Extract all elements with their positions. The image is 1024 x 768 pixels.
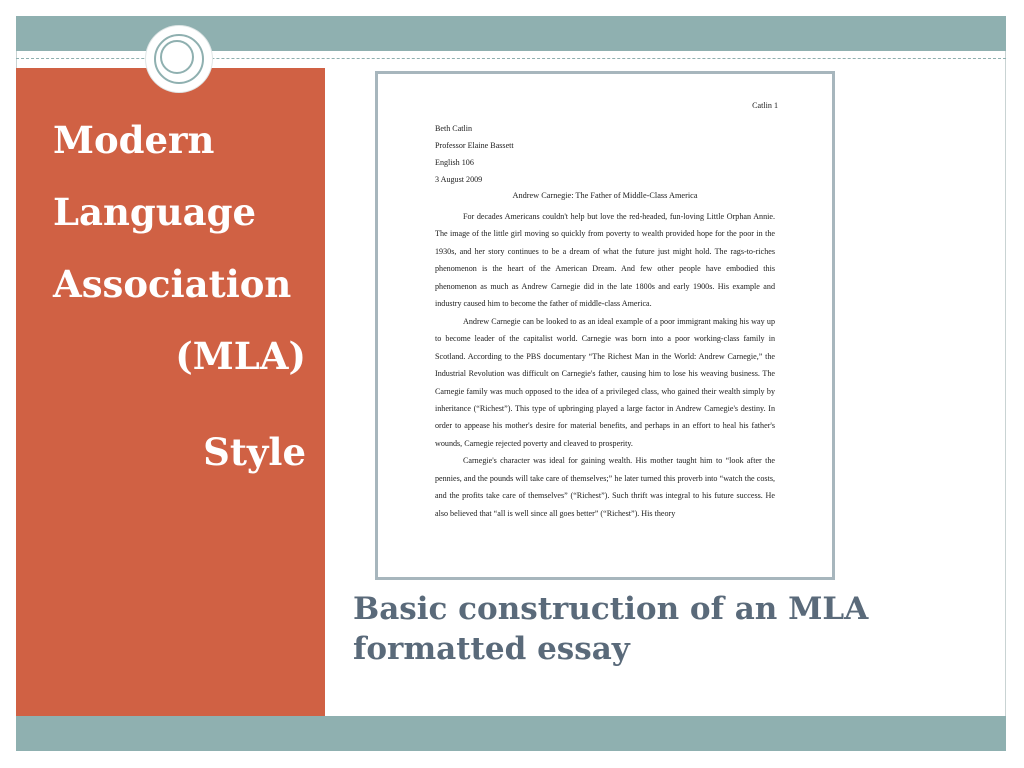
essay-author: Beth Catlin: [435, 124, 473, 133]
essay-image-frame: [375, 71, 835, 580]
title-line-style: Style: [203, 430, 306, 474]
essay-paragraph: For decades Americans couldn't help but love the red-headed, fun-loving Little Orphan Annie. The image of the little girl moving so quickly from poverty to wealth provided hope for the poor in the 1930s, and her story continues to be a dream of what the future just might hold. The rags-to-riches phenomenon is the heart of the American Dream. And few other people have embodied this phenomenon as much as Andrew Carnegie did in the late 1800s and early 1900s. His example and industry caused him to become the father of middle-class America.: [435, 212, 775, 309]
title-line-modern: Modern: [53, 118, 215, 162]
essay-body: [435, 208, 775, 522]
title-line-mla: (MLA): [175, 334, 306, 378]
bottom-band: [16, 716, 1006, 751]
essay-page: [378, 74, 832, 577]
essay-paragraph: Carnegie's character was ideal for gaining wealth. His mother taught him to “look after the pennies, and the pounds will take care of themselves;” he later turned this proverb into “watch the costs, and the profits take care of themselves” (“Richest”). Such thrift was integral to his future success. He also believed that “all is well since all goes better” (“Richest”). His theory: [435, 456, 775, 518]
essay-paragraph: Andrew Carnegie can be looked to as an ideal example of a poor immigrant making his way up to become leader of the capitalist world. Carnegie was born into a poor working-class family in Scotland. According to the PBS documentary “The Richest Man in the World: Andrew Carnegie,” the Industrial Revolution was difficult on Carnegie's father, causing him to lose his weaving business. The Carnegie family was much opposed to the idea of a privileged class, who gained their wealth simply by inheritance (“Richest”). This type of upbringing played a large factor in Andrew Carnegie's destiny. In order to appease his mother's desire for material benefits, and perhaps in an effort to heal his father's wounds, Carnegie rejected poverty and cleaved to prosperity.: [435, 316, 775, 448]
essay-date: 3 August 2009: [435, 175, 483, 184]
title-panel: [16, 68, 325, 716]
slide-caption: Basic construction of an MLA formatted essay: [353, 591, 869, 667]
title-line-language: Language: [53, 190, 257, 234]
circle-ring-inner: [160, 40, 194, 74]
essay-page-header: Catlin 1: [752, 101, 778, 110]
essay-professor: Professor Elaine Bassett: [435, 141, 514, 150]
circle-ornament-icon: [146, 26, 212, 92]
essay-course: English 106: [435, 158, 474, 167]
title-line-association: Association: [53, 262, 292, 306]
essay-title: Andrew Carnegie: The Father of Middle-Class America: [512, 191, 698, 200]
